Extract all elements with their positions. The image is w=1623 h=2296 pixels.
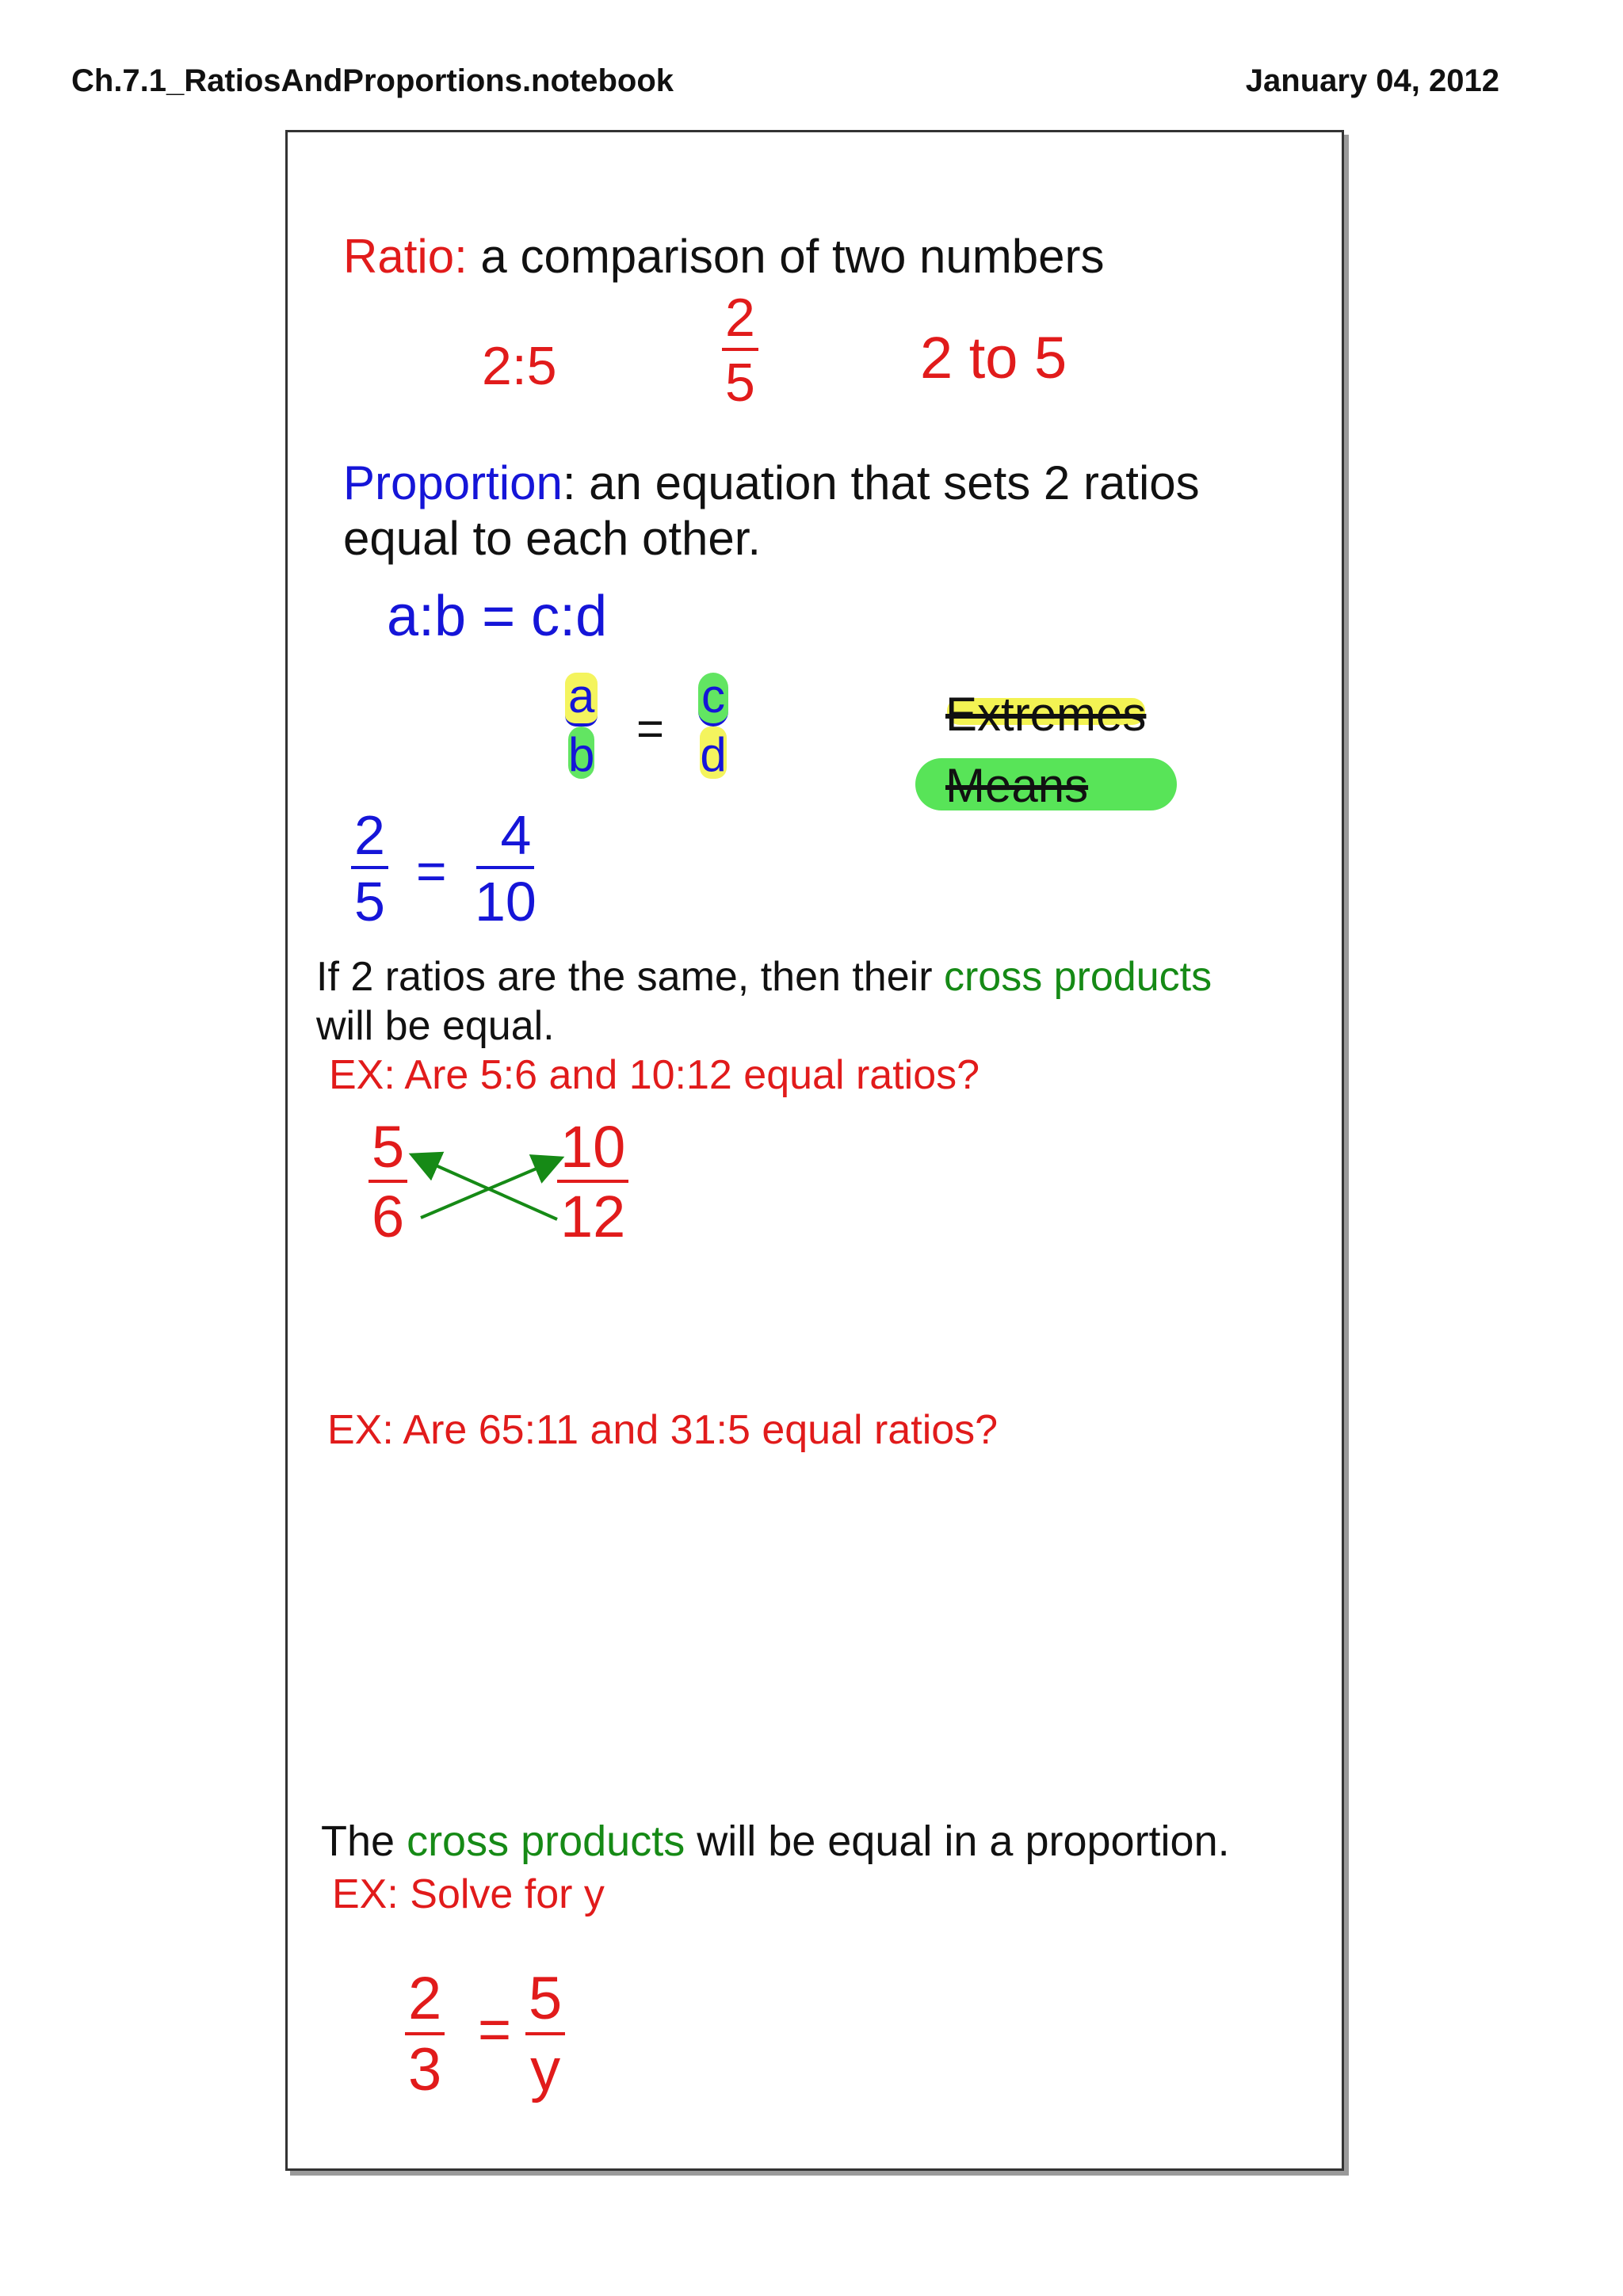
example-num2: 4 [476, 807, 534, 869]
equals-sign: = [636, 702, 665, 755]
solve-fraction-5-y [525, 1965, 565, 2103]
example1-den1: 6 [372, 1184, 405, 1249]
proportion-formula: a:b = c:d [387, 585, 608, 648]
solve-num1: 2 [405, 1969, 445, 2035]
fraction-a: a [565, 673, 598, 727]
means-label: Means [945, 759, 1089, 812]
ratio-term: Ratio: [343, 230, 468, 283]
example1-fraction-10-12 [557, 1114, 628, 1249]
example1-num1: 5 [369, 1118, 407, 1183]
fraction-c: c [698, 673, 728, 727]
solve-num2: 5 [525, 1969, 565, 2035]
example-den2: 10 [475, 871, 537, 933]
example1-question: EX: Are 5:6 and 10:12 equal ratios? [329, 1052, 980, 1098]
example-num1: 2 [351, 807, 388, 869]
extremes-label: Extremes [945, 688, 1147, 741]
example-fraction-4-10 [475, 804, 537, 933]
ratio-fraction-denominator: 5 [725, 353, 755, 413]
cross-statement-prefix: If 2 ratios are the same, then their [316, 954, 944, 1000]
solve-equals: = [478, 1998, 512, 2061]
solve-statement-prefix: The [321, 1817, 407, 1865]
example-den1: 5 [354, 871, 385, 933]
cross-products-term: cross products [943, 954, 1212, 1000]
solve-statement [321, 1817, 1230, 1866]
solve-statement-suffix: will be equal in a proportion. [685, 1817, 1230, 1865]
example-fraction-2-5 [351, 804, 388, 933]
fraction-a-over-b [565, 669, 598, 781]
ratio-fraction-form [722, 288, 758, 413]
proportion-term: Proportion [343, 456, 563, 509]
ratio-words-form: 2 to 5 [920, 325, 1067, 391]
solve-den1: 3 [408, 2036, 442, 2103]
solve-fraction-2-3 [405, 1965, 445, 2103]
solve-den2: y [530, 2036, 561, 2103]
example1-fraction-5-6 [369, 1114, 407, 1249]
ratio-fraction-numerator: 2 [722, 291, 758, 351]
fraction-d: d [700, 728, 727, 781]
ratio-colon-form: 2:5 [482, 336, 557, 396]
example3-question: EX: Solve for y [332, 1871, 605, 1917]
cross-products-statement-line2: will be equal. [316, 1003, 555, 1049]
proportion-definition-line1 [343, 456, 1200, 510]
example1-den2: 12 [560, 1184, 626, 1249]
proportion-definition-text: : an equation that sets 2 ratios [562, 456, 1200, 509]
cross-products-statement-line1 [316, 953, 1212, 1001]
ratio-definition [343, 229, 1104, 284]
fraction-c-over-d [698, 669, 728, 781]
solve-cross-products-term: cross products [407, 1817, 685, 1865]
ratio-definition-text: a comparison of two numbers [467, 230, 1105, 283]
notebook-page [285, 130, 1344, 2171]
example1-num2: 10 [557, 1118, 628, 1183]
proportion-definition-line2: equal to each other. [343, 512, 762, 565]
example2-question: EX: Are 65:11 and 31:5 equal ratios? [327, 1407, 999, 1453]
example-equals: = [416, 841, 447, 900]
document-filename: Ch.7.1_RatiosAndProportions.notebook [71, 63, 674, 98]
fraction-b: b [568, 728, 595, 781]
document-date: January 04, 2012 [1245, 63, 1499, 98]
